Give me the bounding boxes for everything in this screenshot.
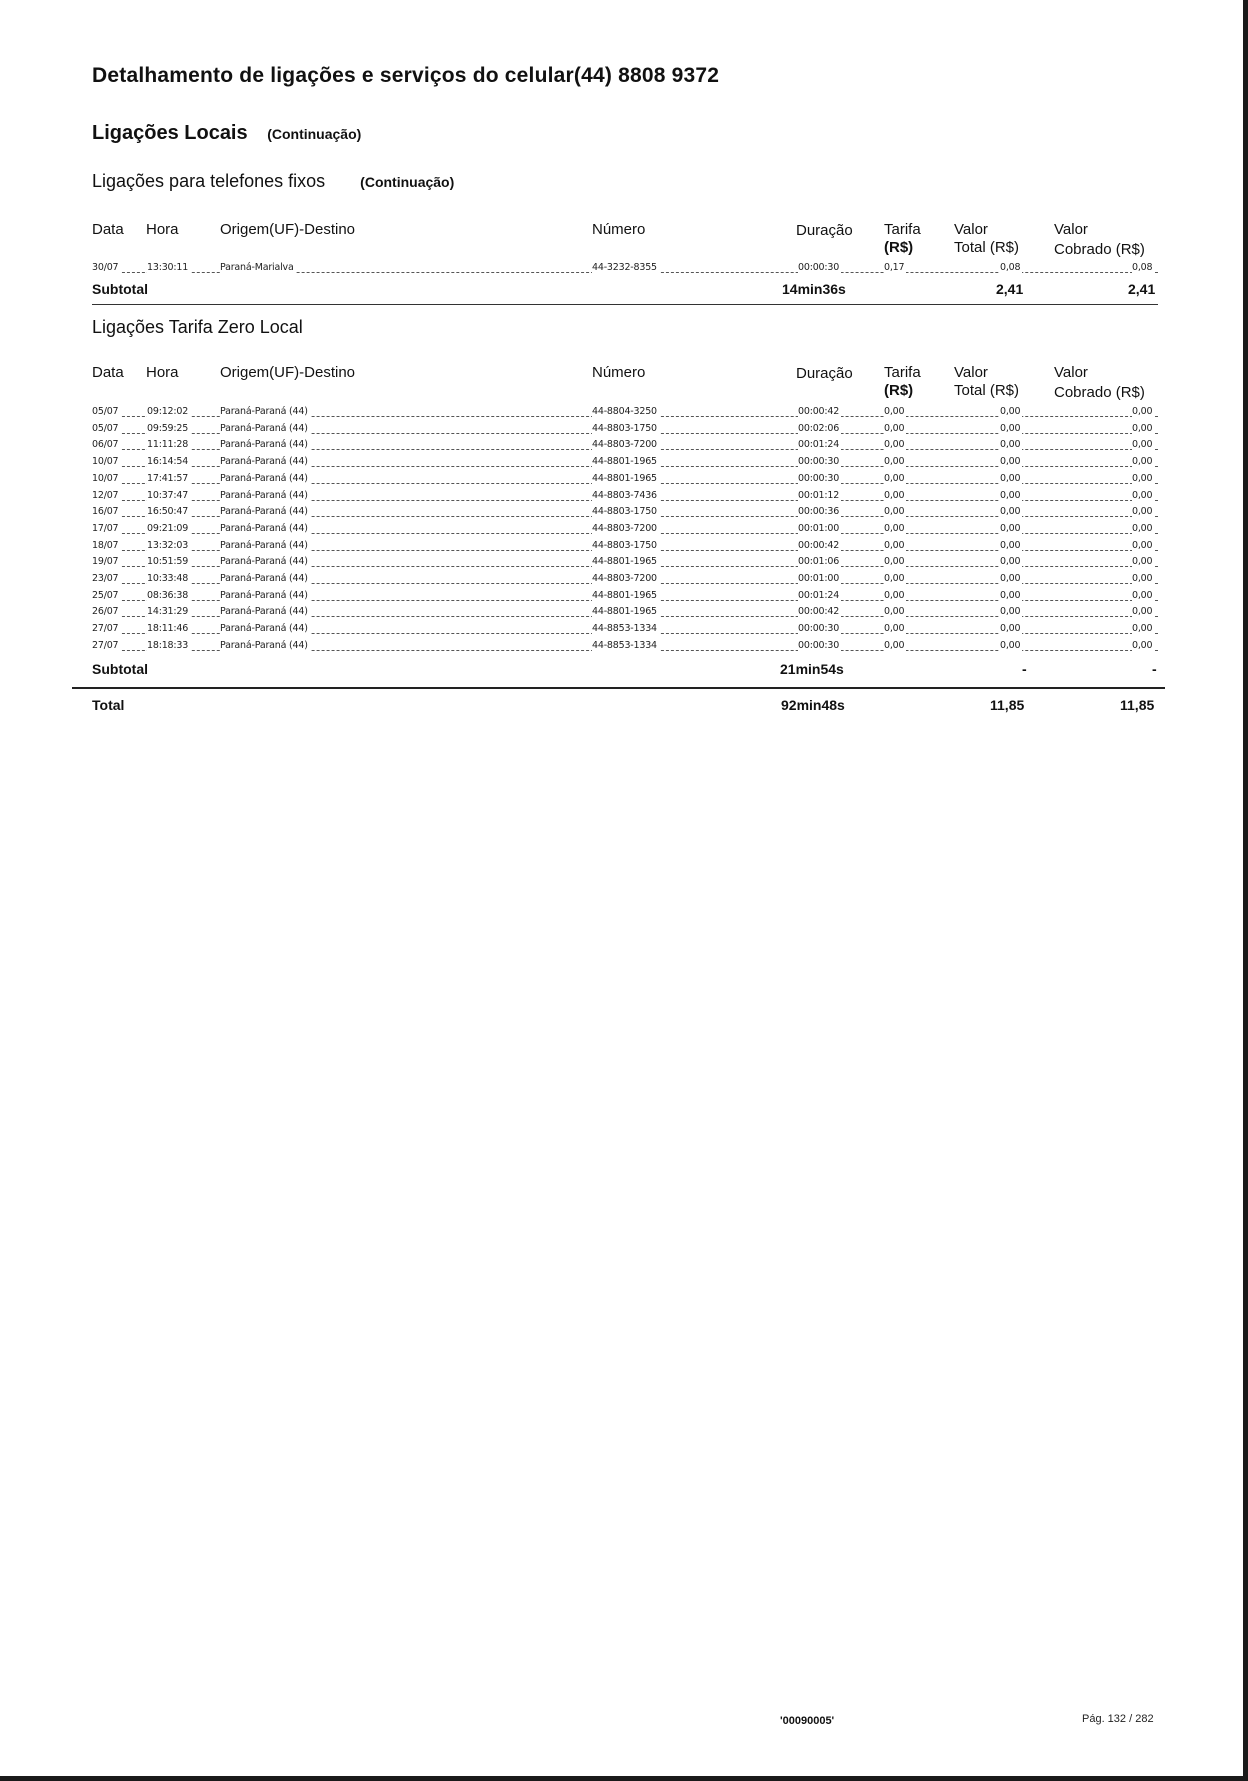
row-numero: 44-8803-1750 [592, 422, 657, 434]
row-tarifa: 0,00 [884, 406, 905, 417]
row-numero: 44-8801-1965 [592, 556, 657, 568]
row-data: 17/07 [92, 522, 119, 534]
row-origem: Paraná-Paraná (44) [220, 456, 308, 468]
table-row [92, 455, 1158, 471]
row-hora: 09:12:02 [147, 406, 189, 417]
row-valor-total: 0,00 [1000, 506, 1021, 518]
row-hora: 14:31:29 [147, 606, 189, 618]
row-hora: 09:21:09 [147, 522, 189, 534]
row-valor-cobrado: 0,00 [1132, 556, 1153, 568]
row-valor-total: 0,00 [1000, 522, 1021, 534]
section-continuation: (Continuação) [267, 126, 362, 142]
row-origem: Paraná-Paraná (44) [220, 506, 308, 518]
total-label: Total [92, 697, 125, 713]
row-valor-total: 0,00 [1000, 539, 1021, 551]
total-valor: 11,85 [990, 697, 1025, 713]
row-valor-cobrado: 0,00 [1132, 422, 1153, 434]
row-data: 10/07 [92, 456, 119, 468]
row-tarifa: 0,00 [884, 573, 905, 584]
col-header-tarifa-line1: Tarifa [884, 221, 921, 238]
section-title-text: Ligações Locais [92, 122, 248, 144]
table-row [92, 472, 1158, 488]
row-valor-cobrado: 0,00 [1132, 589, 1153, 601]
row-origem: Paraná-Paraná (44) [220, 472, 308, 484]
table-row [92, 489, 1158, 505]
row-tarifa: 0,00 [884, 422, 905, 434]
row-data: 23/07 [92, 573, 119, 584]
row-numero: 44-8853-1334 [592, 623, 657, 635]
row-tarifa: 0,00 [884, 489, 905, 501]
row-hora: 08:36:38 [147, 589, 189, 601]
subtotal-duracao-fixos: 14min36s [782, 281, 846, 297]
row-numero: 44-3232-8355 [592, 262, 657, 273]
row-tarifa: 0,00 [884, 623, 905, 635]
subsection-title-tarifa-zero [92, 317, 303, 338]
col-header-tarifa-line1: Tarifa [884, 364, 921, 381]
row-duracao: 00:00:30 [798, 262, 840, 273]
row-valor-cobrado: 0,00 [1132, 606, 1153, 618]
row-valor-cobrado: 0,08 [1132, 262, 1153, 273]
row-hora: 11:11:28 [147, 439, 189, 451]
subsection-title-text: Ligações para telefones fixos [92, 171, 326, 191]
divider [92, 304, 1158, 305]
row-hora: 13:32:03 [147, 539, 189, 551]
section-title [92, 122, 361, 145]
table-row [92, 505, 1158, 521]
table-row [92, 438, 1158, 454]
col-header-valor-total [954, 221, 1019, 257]
row-valor-total: 0,00 [1000, 406, 1021, 417]
subtotal-label-tarifa-zero: Subtotal [92, 661, 148, 677]
row-duracao: 00:00:36 [798, 506, 840, 518]
col-header-valor-total [954, 364, 1019, 400]
col-header-tarifa [884, 364, 921, 400]
row-data: 05/07 [92, 406, 119, 417]
table-row [92, 539, 1158, 555]
row-valor-total: 0,00 [1000, 489, 1021, 501]
row-valor-total: 0,00 [1000, 589, 1021, 601]
row-data: 10/07 [92, 472, 119, 484]
row-valor-cobrado: 0,00 [1132, 573, 1153, 584]
subsection-continuation: (Continuação) [360, 174, 455, 190]
col-header-duracao: Duração [796, 222, 853, 239]
row-hora: 16:14:54 [147, 456, 189, 468]
col-header-tarifa [884, 221, 921, 257]
row-numero: 44-8853-1334 [592, 639, 657, 651]
row-valor-cobrado: 0,00 [1132, 623, 1153, 635]
row-numero: 44-8801-1965 [592, 606, 657, 618]
row-numero: 44-8801-1965 [592, 472, 657, 484]
row-hora: 16:50:47 [147, 506, 189, 518]
row-origem: Paraná-Paraná (44) [220, 589, 308, 601]
row-tarifa: 0,00 [884, 456, 905, 468]
row-hora: 10:33:48 [147, 573, 189, 584]
row-data: 16/07 [92, 506, 119, 518]
row-origem: Paraná-Paraná (44) [220, 573, 308, 584]
subtotal-cobrado-fixos: 2,41 [1128, 281, 1156, 297]
row-duracao: 00:01:06 [798, 556, 840, 568]
row-tarifa: 0,00 [884, 472, 905, 484]
row-tarifa: 0,00 [884, 589, 905, 601]
row-valor-cobrado: 0,00 [1132, 439, 1153, 451]
table-row [92, 589, 1158, 605]
col-header-tarifa-line2: (R$) [884, 382, 914, 399]
row-origem: Paraná-Paraná (44) [220, 489, 308, 501]
row-duracao: 00:01:00 [798, 573, 840, 584]
row-numero: 44-8803-7200 [592, 522, 657, 534]
row-hora: 10:37:47 [147, 489, 189, 501]
row-origem: Paraná-Marialva [220, 262, 294, 273]
row-duracao: 00:00:30 [798, 456, 840, 468]
row-tarifa: 0,00 [884, 606, 905, 618]
row-hora: 18:18:33 [147, 639, 189, 651]
row-data: 27/07 [92, 639, 119, 651]
row-valor-total: 0,00 [1000, 573, 1021, 584]
row-duracao: 00:01:00 [798, 522, 840, 534]
row-numero: 44-8803-1750 [592, 539, 657, 551]
row-tarifa: 0,17 [884, 262, 905, 273]
table-row [92, 639, 1158, 655]
row-numero: 44-8803-7200 [592, 573, 657, 584]
row-tarifa: 0,00 [884, 506, 905, 518]
row-hora: 18:11:46 [147, 623, 189, 635]
col-header-hora: Hora [146, 221, 179, 238]
row-origem: Paraná-Paraná (44) [220, 623, 308, 635]
page-number: Pág. 132 / 282 [1082, 1713, 1154, 1725]
row-valor-total: 0,00 [1000, 623, 1021, 635]
row-data: 06/07 [92, 439, 119, 451]
row-valor-cobrado: 0,00 [1132, 489, 1153, 501]
row-valor-cobrado: 0,00 [1132, 506, 1153, 518]
row-data: 26/07 [92, 606, 119, 618]
subtotal-total-tarifa-zero: - [1022, 661, 1027, 677]
row-numero: 44-8801-1965 [592, 456, 657, 468]
row-duracao: 00:00:30 [798, 472, 840, 484]
row-data: 18/07 [92, 539, 119, 551]
col-header-valor-cobrado [1054, 221, 1145, 259]
col-header-valor-cobrado-line2: Cobrado (R$) [1054, 241, 1145, 258]
col-header-hora: Hora [146, 364, 179, 381]
row-valor-cobrado: 0,00 [1132, 472, 1153, 484]
row-numero: 44-8801-1965 [592, 589, 657, 601]
subtotal-total-fixos: 2,41 [996, 281, 1024, 297]
row-duracao: 00:00:30 [798, 639, 840, 651]
table-row [92, 261, 1158, 277]
row-valor-total: 0,00 [1000, 456, 1021, 468]
table-row [92, 605, 1158, 621]
row-hora: 17:41:57 [147, 472, 189, 484]
row-duracao: 00:00:30 [798, 623, 840, 635]
col-header-data: Data [92, 364, 124, 381]
row-duracao: 00:00:42 [798, 539, 840, 551]
col-header-numero: Número [592, 221, 646, 238]
table-row [92, 405, 1158, 421]
total-divider [72, 687, 1165, 689]
row-data: 12/07 [92, 489, 119, 501]
row-duracao: 00:02:06 [798, 422, 840, 434]
row-data: 05/07 [92, 422, 119, 434]
row-data: 19/07 [92, 556, 119, 568]
total-duracao: 92min48s [781, 697, 845, 713]
row-origem: Paraná-Paraná (44) [220, 406, 308, 417]
row-tarifa: 0,00 [884, 639, 905, 651]
row-duracao: 00:01:12 [798, 489, 840, 501]
col-header-tarifa-line2: (R$) [884, 239, 914, 256]
row-tarifa: 0,00 [884, 439, 905, 451]
col-header-origem: Origem(UF)-Destino [220, 221, 356, 238]
document-title: Detalhamento de ligações e serviços do celular(44) 8808 9372 [92, 64, 720, 87]
col-header-numero: Número [592, 364, 646, 381]
col-header-valor-cobrado-line2: Cobrado (R$) [1054, 384, 1145, 401]
col-header-valor-total-line1: Valor [954, 364, 988, 381]
row-origem: Paraná-Paraná (44) [220, 422, 308, 434]
table-row [92, 622, 1158, 638]
row-hora: 09:59:25 [147, 422, 189, 434]
col-header-origem: Origem(UF)-Destino [220, 364, 356, 381]
row-origem: Paraná-Paraná (44) [220, 556, 308, 568]
row-valor-total: 0,00 [1000, 472, 1021, 484]
row-data: 30/07 [92, 262, 119, 273]
row-origem: Paraná-Paraná (44) [220, 439, 308, 451]
subsection-title-fixos [92, 171, 454, 192]
row-valor-total: 0,00 [1000, 556, 1021, 568]
row-tarifa: 0,00 [884, 539, 905, 551]
row-valor-total: 0,00 [1000, 606, 1021, 618]
row-hora: 13:30:11 [147, 262, 189, 273]
row-valor-total: 0,08 [1000, 262, 1021, 273]
col-header-valor-cobrado [1054, 364, 1145, 402]
col-header-valor-total-line1: Valor [954, 221, 988, 238]
col-header-valor-total-line2: Total (R$) [954, 239, 1020, 256]
row-valor-total: 0,00 [1000, 422, 1021, 434]
row-valor-cobrado: 0,00 [1132, 639, 1153, 651]
row-valor-cobrado: 0,00 [1132, 456, 1153, 468]
subtotal-cobrado-tarifa-zero: - [1152, 661, 1157, 677]
row-origem: Paraná-Paraná (44) [220, 522, 308, 534]
total-cobrado: 11,85 [1120, 697, 1155, 713]
row-duracao: 00:01:24 [798, 589, 840, 601]
row-data: 27/07 [92, 623, 119, 635]
row-valor-cobrado: 0,00 [1132, 539, 1153, 551]
row-origem: Paraná-Paraná (44) [220, 606, 308, 618]
document-code: '00090005' [780, 1715, 835, 1727]
row-duracao: 00:00:42 [798, 406, 840, 417]
row-duracao: 00:01:24 [798, 439, 840, 451]
row-valor-cobrado: 0,00 [1132, 522, 1153, 534]
row-tarifa: 0,00 [884, 522, 905, 534]
table-row [92, 422, 1158, 438]
row-origem: Paraná-Paraná (44) [220, 539, 308, 551]
row-tarifa: 0,00 [884, 556, 905, 568]
col-header-valor-cobrado-line1: Valor [1054, 364, 1088, 381]
row-hora: 10:51:59 [147, 556, 189, 568]
subtotal-duracao-tarifa-zero: 21min54s [780, 661, 844, 677]
row-data: 25/07 [92, 589, 119, 601]
row-valor-total: 0,00 [1000, 439, 1021, 451]
row-numero: 44-8803-7200 [592, 439, 657, 451]
row-valor-total: 0,00 [1000, 639, 1021, 651]
subtotal-label-fixos: Subtotal [92, 281, 148, 297]
col-header-duracao: Duração [796, 365, 853, 382]
col-header-valor-total-line2: Total (R$) [954, 382, 1020, 399]
table-row [92, 555, 1158, 571]
row-numero: 44-8803-7436 [592, 489, 657, 501]
row-numero: 44-8804-3250 [592, 406, 657, 417]
row-numero: 44-8803-1750 [592, 506, 657, 518]
row-origem: Paraná-Paraná (44) [220, 639, 308, 651]
row-duracao: 00:00:42 [798, 606, 840, 618]
table-row [92, 522, 1158, 538]
col-header-valor-cobrado-line1: Valor [1054, 221, 1088, 238]
col-header-data: Data [92, 221, 124, 238]
subsection-title-text: Ligações Tarifa Zero Local [92, 317, 303, 337]
table-row [92, 572, 1158, 588]
row-valor-cobrado: 0,00 [1132, 406, 1153, 417]
